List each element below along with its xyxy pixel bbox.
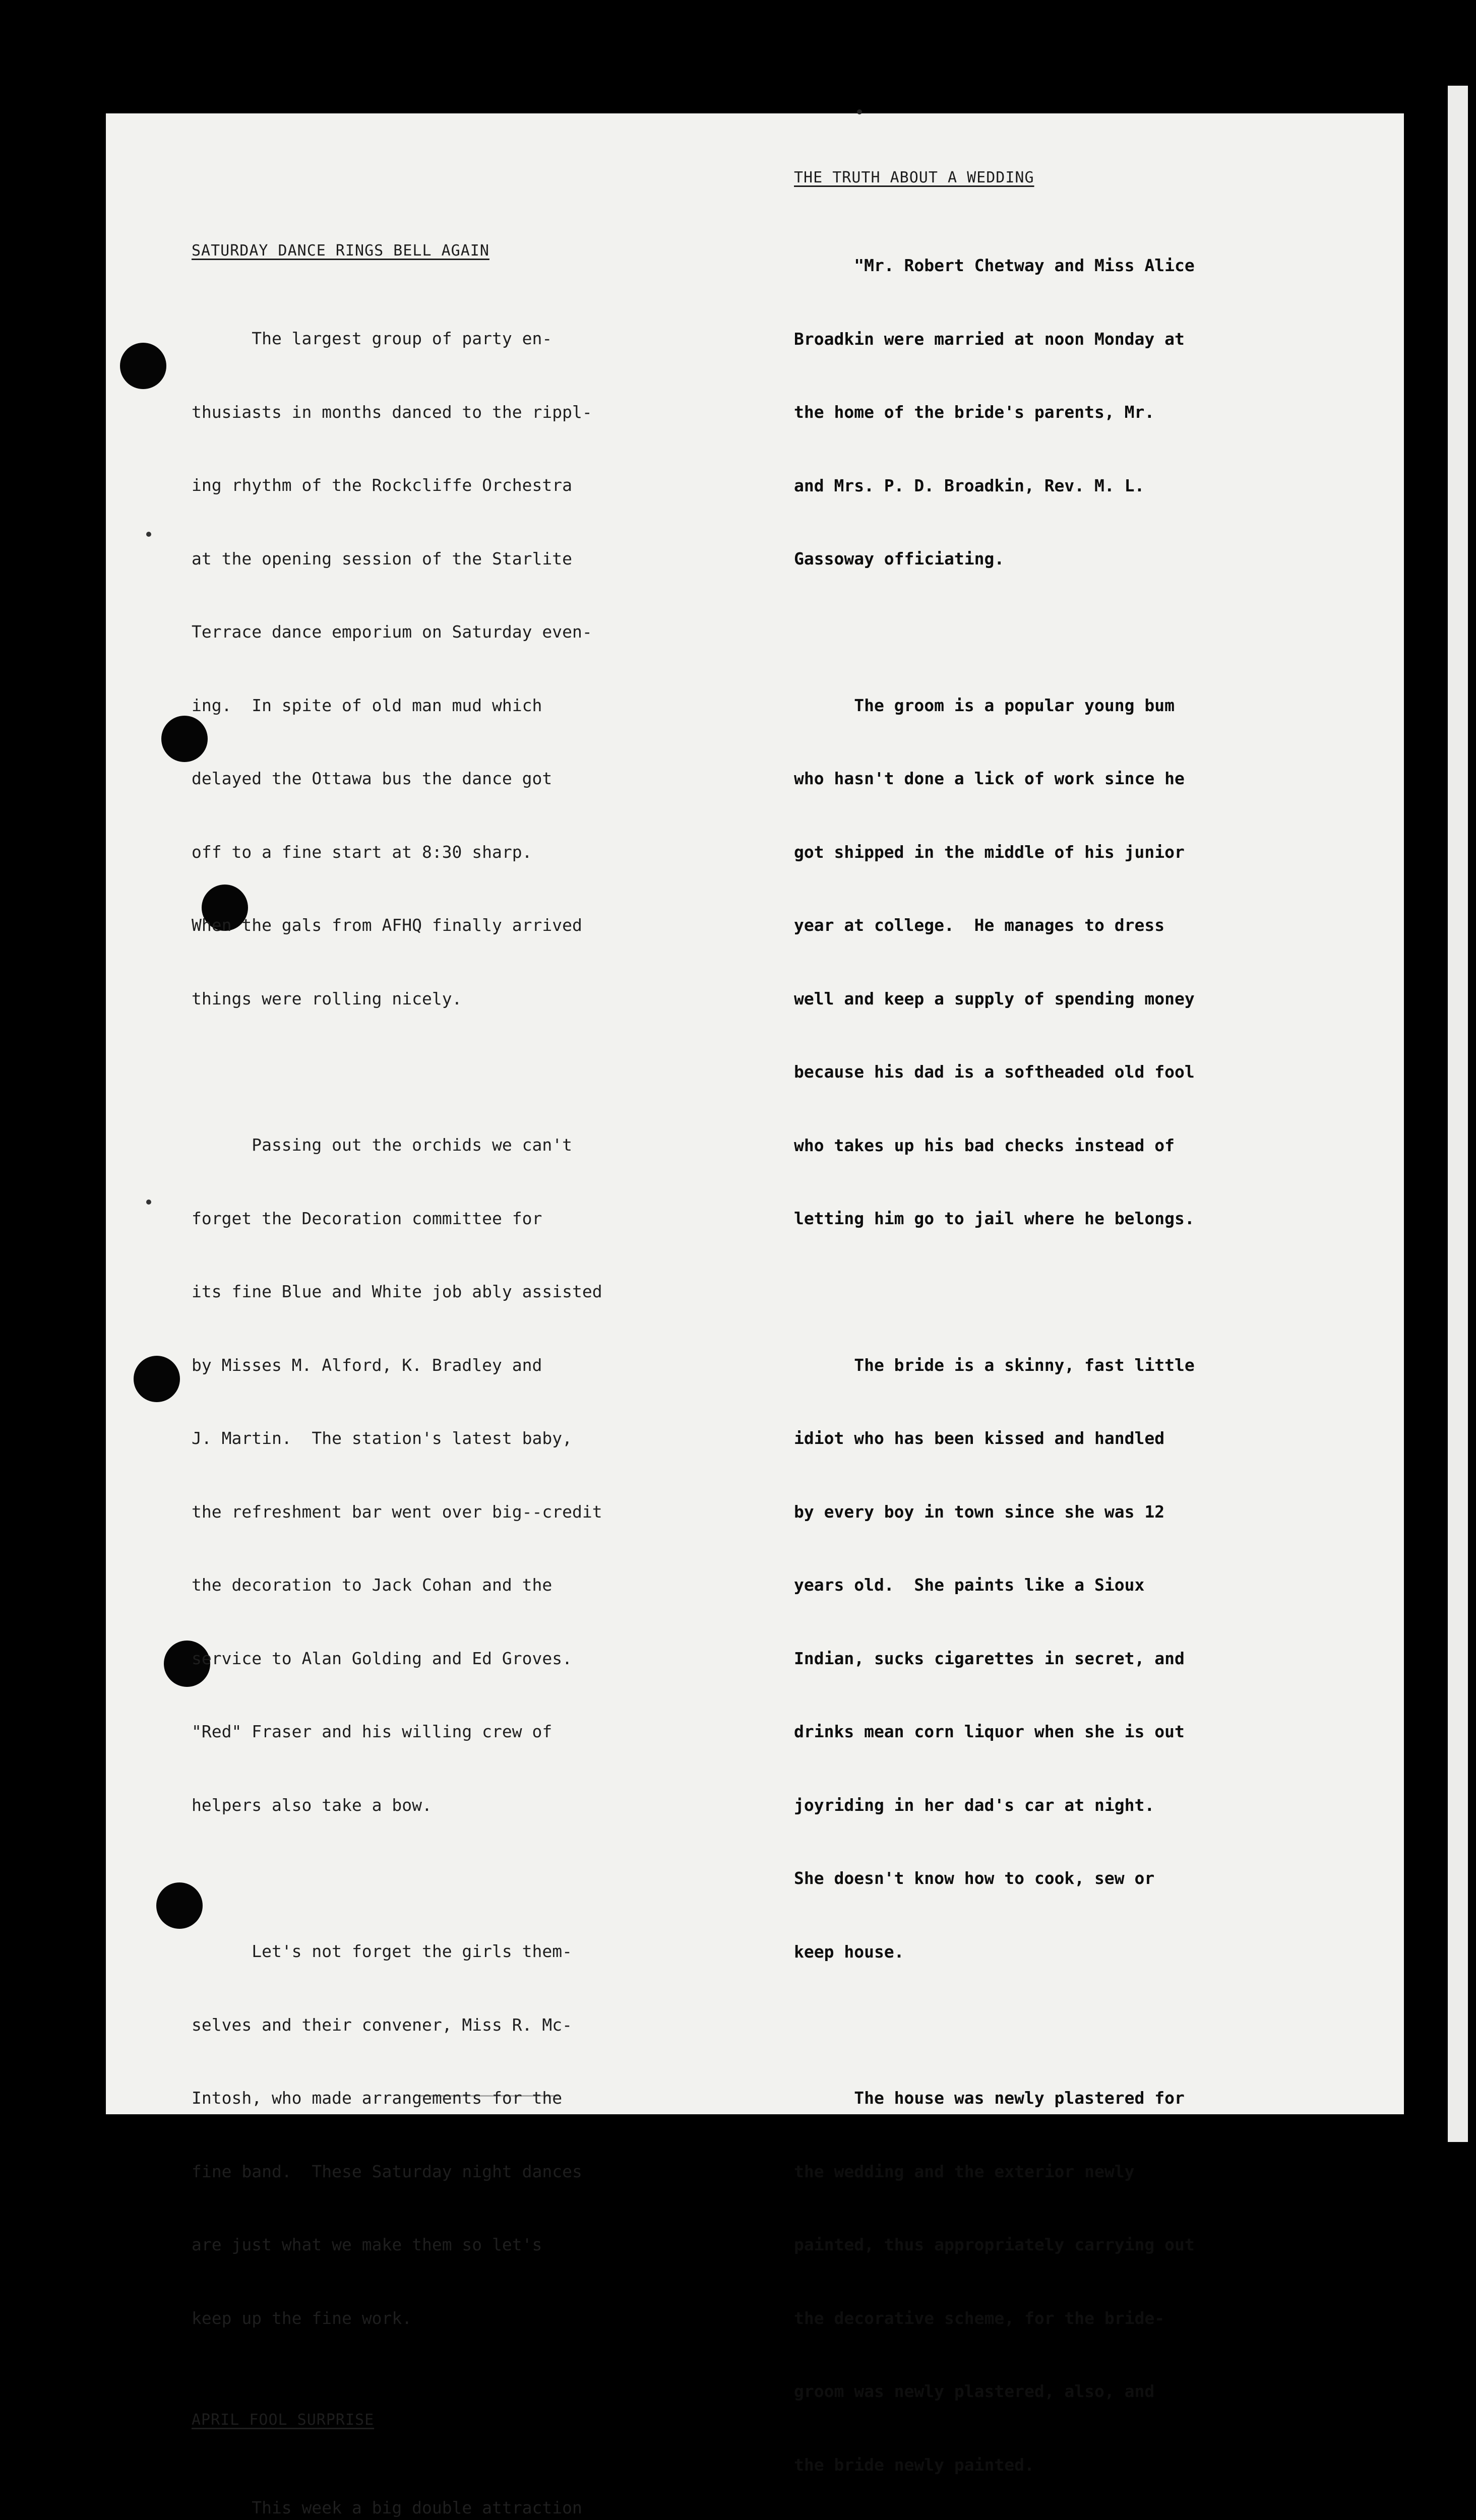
newsletter-page (106, 113, 1404, 2517)
punch-hole (134, 1356, 180, 1402)
stray-mark (146, 1200, 151, 1205)
article-paragraph: This week a big double attraction (192, 2498, 582, 2517)
article-paragraph: The bride is a skinny, fast little idiot who has been kissed and handled by every boy in town since she was 12 years old. She paints like a Sioux Indian, sucks cigarettes in secret, and drinks mean corn liquor when she is out joyriding in her dad's car at night. She doesn't know how to cook, sew or keep house. (794, 1355, 1195, 1962)
headline-truth-about-wedding: THE TRUTH ABOUT A WEDDING (794, 169, 1034, 186)
article-paragraph: Passing out the orchids we can't forget the Decoration committee for its fine Blue and White job ably assisted by Misses M. Alford, K. Bradley and J. Martin. The station's latest baby, the refreshment bar went over big--credit the decoration to Jack Cohan and the service to Alan Golding and Ed Groves. "Red" Fraser and his willing crew of helpers also take a bow. (192, 1135, 602, 1815)
left-column (192, 239, 781, 2520)
stray-mark (146, 532, 151, 537)
adjacent-page-edge (1448, 86, 1468, 2142)
page-mark (857, 109, 862, 114)
article-paragraph: "Mr. Robert Chetway and Miss Alice Broadkin were married at noon Monday at the home of the bride's parents, Mr. and Mrs. P. D. Broadkin, Rev. M. L. Gassoway officiating. (794, 256, 1195, 569)
right-column (794, 166, 1399, 2520)
article-paragraph: The groom is a popular young bum who hasn't done a lick of work since he got shipped in the middle of his junior year at college. He manages to dress well and keep a supply of spending money because his dad is a softheaded old fool who takes up his bad checks instead of letting him go to jail where he belongs. (794, 695, 1195, 1228)
headline-saturday-dance: SATURDAY DANCE RINGS BELL AGAIN (192, 242, 489, 260)
punch-hole (120, 343, 166, 389)
article-paragraph: The largest group of party en- thusiasts in months danced to the rippl- ing rhythm of the Rockcliffe Orchestra at the opening session of the Starlite Terrace dance emporium on Saturday even- ing. In spite of old man mud which delayed the Ottawa bus the dance got off to a fine start at 8:30 sharp. When the gals from AFHQ finally arrived things were rolling nicely. (192, 329, 592, 1009)
headline-april-fool: APRIL FOOL SURPRISE (192, 2411, 375, 2429)
article-paragraph: Let's not forget the girls them- selves and their convener, Miss R. Mc- Intosh, who made arrangements for the fine band. These Saturday night dances are just what we make them so let's keep up the fine work. (192, 1941, 582, 2328)
article-paragraph: The house was newly plastered for the wedding and the exterior newly painted, thus appropriately carrying out the decorative scheme, for the bride- groom was newly plastered, also, and the bride newly painted. (794, 2088, 1195, 2475)
